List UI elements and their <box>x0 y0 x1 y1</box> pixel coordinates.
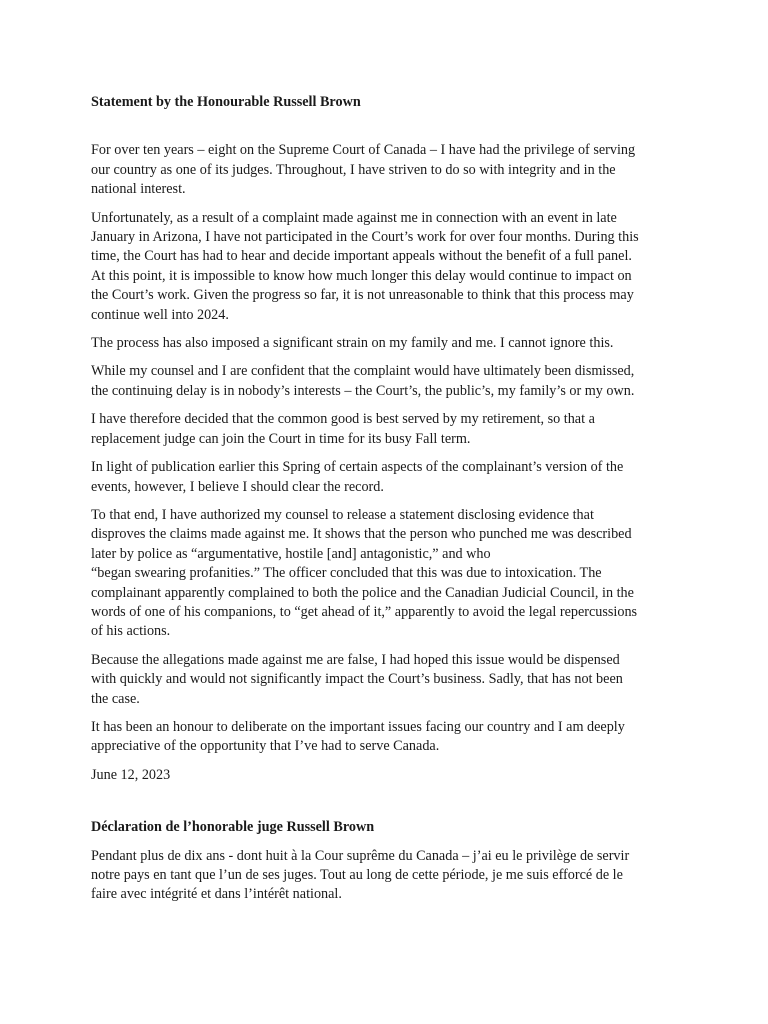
text-line: the continuing delay is in nobody’s interests – the Court’s, the public’s, my family’s or my own. <box>91 382 635 399</box>
text-line: In light of publication earlier this Spring of certain aspects of the complainant’s version of the <box>91 459 624 476</box>
text-line: notre pays en tant que l’un de ses juges. Tout au long de cette période, je me suis efforcé de le <box>91 867 623 883</box>
text-line: At this point, it is impossible to know how much longer this delay would continue to impact on <box>91 267 632 284</box>
text-line: Because the allegations made against me are false, I had hoped this issue would be dispensed <box>91 651 620 668</box>
french-body <box>91 847 687 905</box>
english-paragraph <box>91 209 687 325</box>
text-line: The process has also imposed a significant strain on my family and me. I cannot ignore this. <box>91 335 614 352</box>
text-line: For over ten years – eight on the Supreme Court of Canada – I have had the privilege of serving <box>91 142 636 159</box>
text-line: replacement judge can join the Court in time for its busy Fall term. <box>91 430 471 447</box>
statement-date: June 12, 2023 <box>91 766 171 783</box>
text-line: words of one of his companions, to “get ahead of it,” apparently to avoid the legal repercussions <box>91 603 638 620</box>
text-line: Pendant plus de dix ans - dont huit à la Cour suprême du Canada – j’ai eu le privilège de servir <box>91 847 630 864</box>
text-line: disproves the claims made against me. It shows that the person who punched me was described <box>91 526 632 543</box>
text-line: national interest. <box>91 181 186 198</box>
french-paragraph <box>91 847 687 905</box>
document-page <box>91 93 687 914</box>
english-paragraph <box>91 458 687 497</box>
text-line: “began swearing profanities.” The officer concluded that this was due to intoxication. The <box>91 565 602 582</box>
text-line: January in Arizona, I have not participated in the Court’s work for over four months. During this <box>91 229 639 246</box>
french-title: Déclaration de l’honorable juge Russell Brown <box>91 819 375 836</box>
text-line: I have therefore decided that the common good is best served by my retirement, so that a <box>91 411 595 428</box>
text-line: appreciative of the opportunity that I’ve had to serve Canada. <box>91 738 440 755</box>
text-line: events, however, I believe I should clear the record. <box>91 478 384 495</box>
text-line: While my counsel and I are confident that the complaint would have ultimately been dismissed, <box>91 363 635 380</box>
text-line: time, the Court has had to hear and decide important appeals without the benefit of a full panel. <box>91 248 632 265</box>
text-line: continue well into 2024. <box>91 306 229 323</box>
text-line: complainant apparently complained to both the police and the Canadian Judicial Council, in the <box>91 584 634 601</box>
english-paragraph <box>91 506 687 642</box>
text-line: It has been an honour to deliberate on the important issues facing our country and I am deeply <box>91 718 625 735</box>
english-paragraph <box>91 334 687 353</box>
text-line: Unfortunately, as a result of a complaint made against me in connection with an event in late <box>91 209 617 226</box>
english-paragraph <box>91 362 687 401</box>
text-line: our country as one of its judges. Throughout, I have striven to do so with integrity and in the <box>91 161 616 178</box>
english-paragraph <box>91 718 687 757</box>
english-paragraph <box>91 651 687 709</box>
english-paragraph <box>91 141 687 199</box>
text-line: later by police as “argumentative, hostile [and] antagonistic,” and who <box>91 545 491 562</box>
text-line: the Court’s work. Given the progress so far, it is not unreasonable to think that this process may <box>91 287 634 304</box>
text-line: of his actions. <box>91 623 171 640</box>
text-line: To that end, I have authorized my counsel to release a statement disclosing evidence that <box>91 506 594 523</box>
text-line: the case. <box>91 690 140 707</box>
text-line: faire avec intégrité et dans l’intérêt national. <box>91 886 342 903</box>
text-line: with quickly and would not significantly impact the Court’s business. Sadly, that has not been <box>91 671 623 688</box>
english-title: Statement by the Honourable Russell Brown <box>91 94 361 110</box>
english-paragraph <box>91 410 687 449</box>
english-body <box>91 141 687 756</box>
